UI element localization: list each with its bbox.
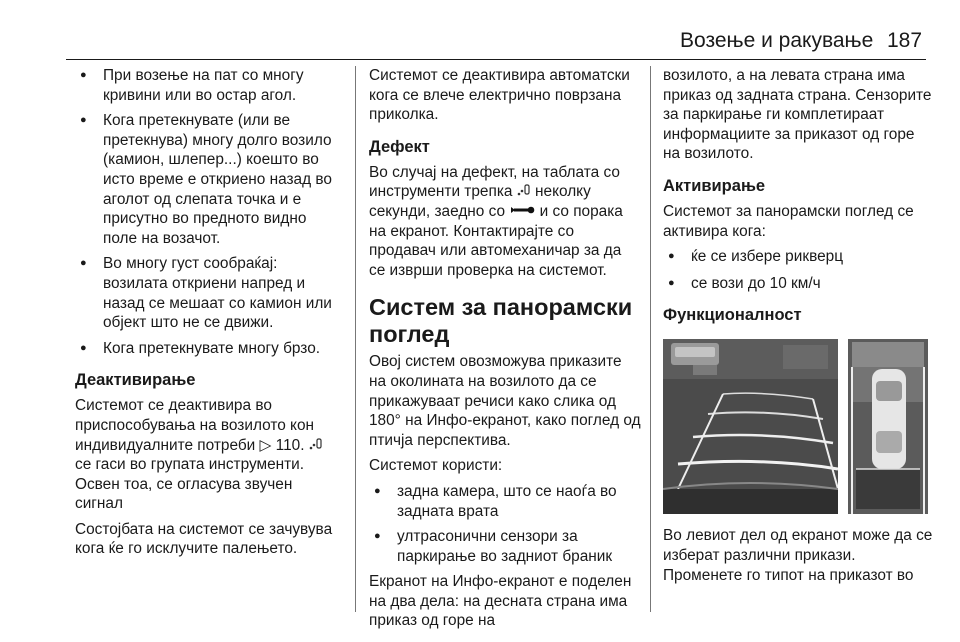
state-saved-paragraph: Состојбата на системот се зачувува кога ќе го исклучите палењето. [75, 520, 333, 558]
header-rule [66, 59, 926, 60]
rear-camera-view-image [663, 339, 838, 514]
top-view-image [848, 339, 928, 514]
wrench-icon [509, 203, 535, 220]
fault-paragraph [369, 163, 641, 281]
list-item: ● ултрасонични сензори за паркирање во задниот браник [369, 527, 641, 566]
blind-spot-warning-icon [309, 437, 323, 454]
activate-paragraph: Системот за панорамски поглед се активира кога: [663, 202, 914, 240]
panoramic-view-figure [663, 339, 928, 514]
functionality-paragraph: Во левиот дел од екранот може да се изберат различни прикази. Променете го типот на приказот во [663, 527, 933, 584]
column-divider [355, 66, 356, 612]
activation-conditions-list [663, 247, 935, 293]
column-divider [650, 66, 651, 612]
column-3 [663, 66, 935, 591]
running-title: Возење и ракување [680, 29, 874, 52]
column-2 [369, 66, 641, 637]
heading-activate: Активирање [663, 176, 766, 195]
fault-text-b: неколку секунди, заедно со [369, 183, 591, 220]
list-item: ● задна камера, што се наоѓа во задната врата [369, 482, 641, 521]
list-item: ● При возење на пат со многу кривини или во остар агол. [75, 66, 343, 105]
page-number: 187 [887, 29, 923, 52]
blind-spot-warning-icon [517, 183, 531, 200]
list-item: ● се вози до 10 км/ч [663, 274, 935, 294]
scenario-list [75, 66, 343, 358]
page-reference[interactable]: 110. [275, 436, 305, 454]
panoramic-paragraph-1: Овој систем овозможува приказите на околината на возилото да се прикажуваат речиси како слика од 180° на Инфо-екранот, како поглед од птичја перспектива. [369, 353, 641, 449]
fault-text-c: и со порака на екранот. Контактирајте со продавач или автомеханичар за да се изврши проверка на системот. [369, 202, 623, 279]
deactivate-text-a: Системот се деактивира во приспособувања на возилото кон индивидуалните потреби [75, 397, 315, 454]
list-item: ● ќе се избере рикверц [663, 247, 935, 267]
heading-panoramic-system: Систем за панорамски поглед [369, 294, 633, 348]
auto-deactivate-paragraph: Системот се деактивира автоматски кога се влече електрично поврзана приколка. [369, 67, 630, 124]
fault-text-a: Во случај на дефект, на таблата со инструменти трепка [369, 163, 620, 201]
list-item: ● Кога претекнувате (или ве претекнува) многу долго возило (камион, шлепер...) коешто во исто време е откриено назад во аголот од слепата точка и е присутно во предното видно поле на возачот. [75, 111, 343, 248]
deactivate-text-b: се гаси во групата инструменти. Освен тоа, се огласува звучен сигнал [75, 456, 305, 513]
reference-arrow-icon: ▷ [259, 436, 276, 454]
column-1 [75, 66, 343, 565]
panoramic-paragraph-2: Системот користи: [369, 457, 503, 475]
list-item: ● Во многу густ сообраќај: возилата откриени напред и назад се мешаат со камион или објект што не се движи. [75, 254, 343, 332]
components-list [369, 482, 641, 566]
heading-deactivate: Деактивирање [75, 371, 196, 390]
panoramic-paragraph-3: Екранот на Инфо-екранот е поделен на два дела: на десната страна има приказ од горе на [369, 573, 632, 630]
heading-functionality: Функционалност [663, 306, 802, 325]
page-header [0, 0, 960, 62]
heading-fault: Дефект [369, 137, 430, 156]
view-description-paragraph: возилото, а на левата страна има приказ од задната страна. Сензорите за паркирање ги комплетираат информациите за приказот од горе на возилото. [663, 67, 932, 163]
list-item: ● Кога претекнувате многу брзо. [75, 339, 343, 359]
deactivate-paragraph [75, 396, 343, 514]
